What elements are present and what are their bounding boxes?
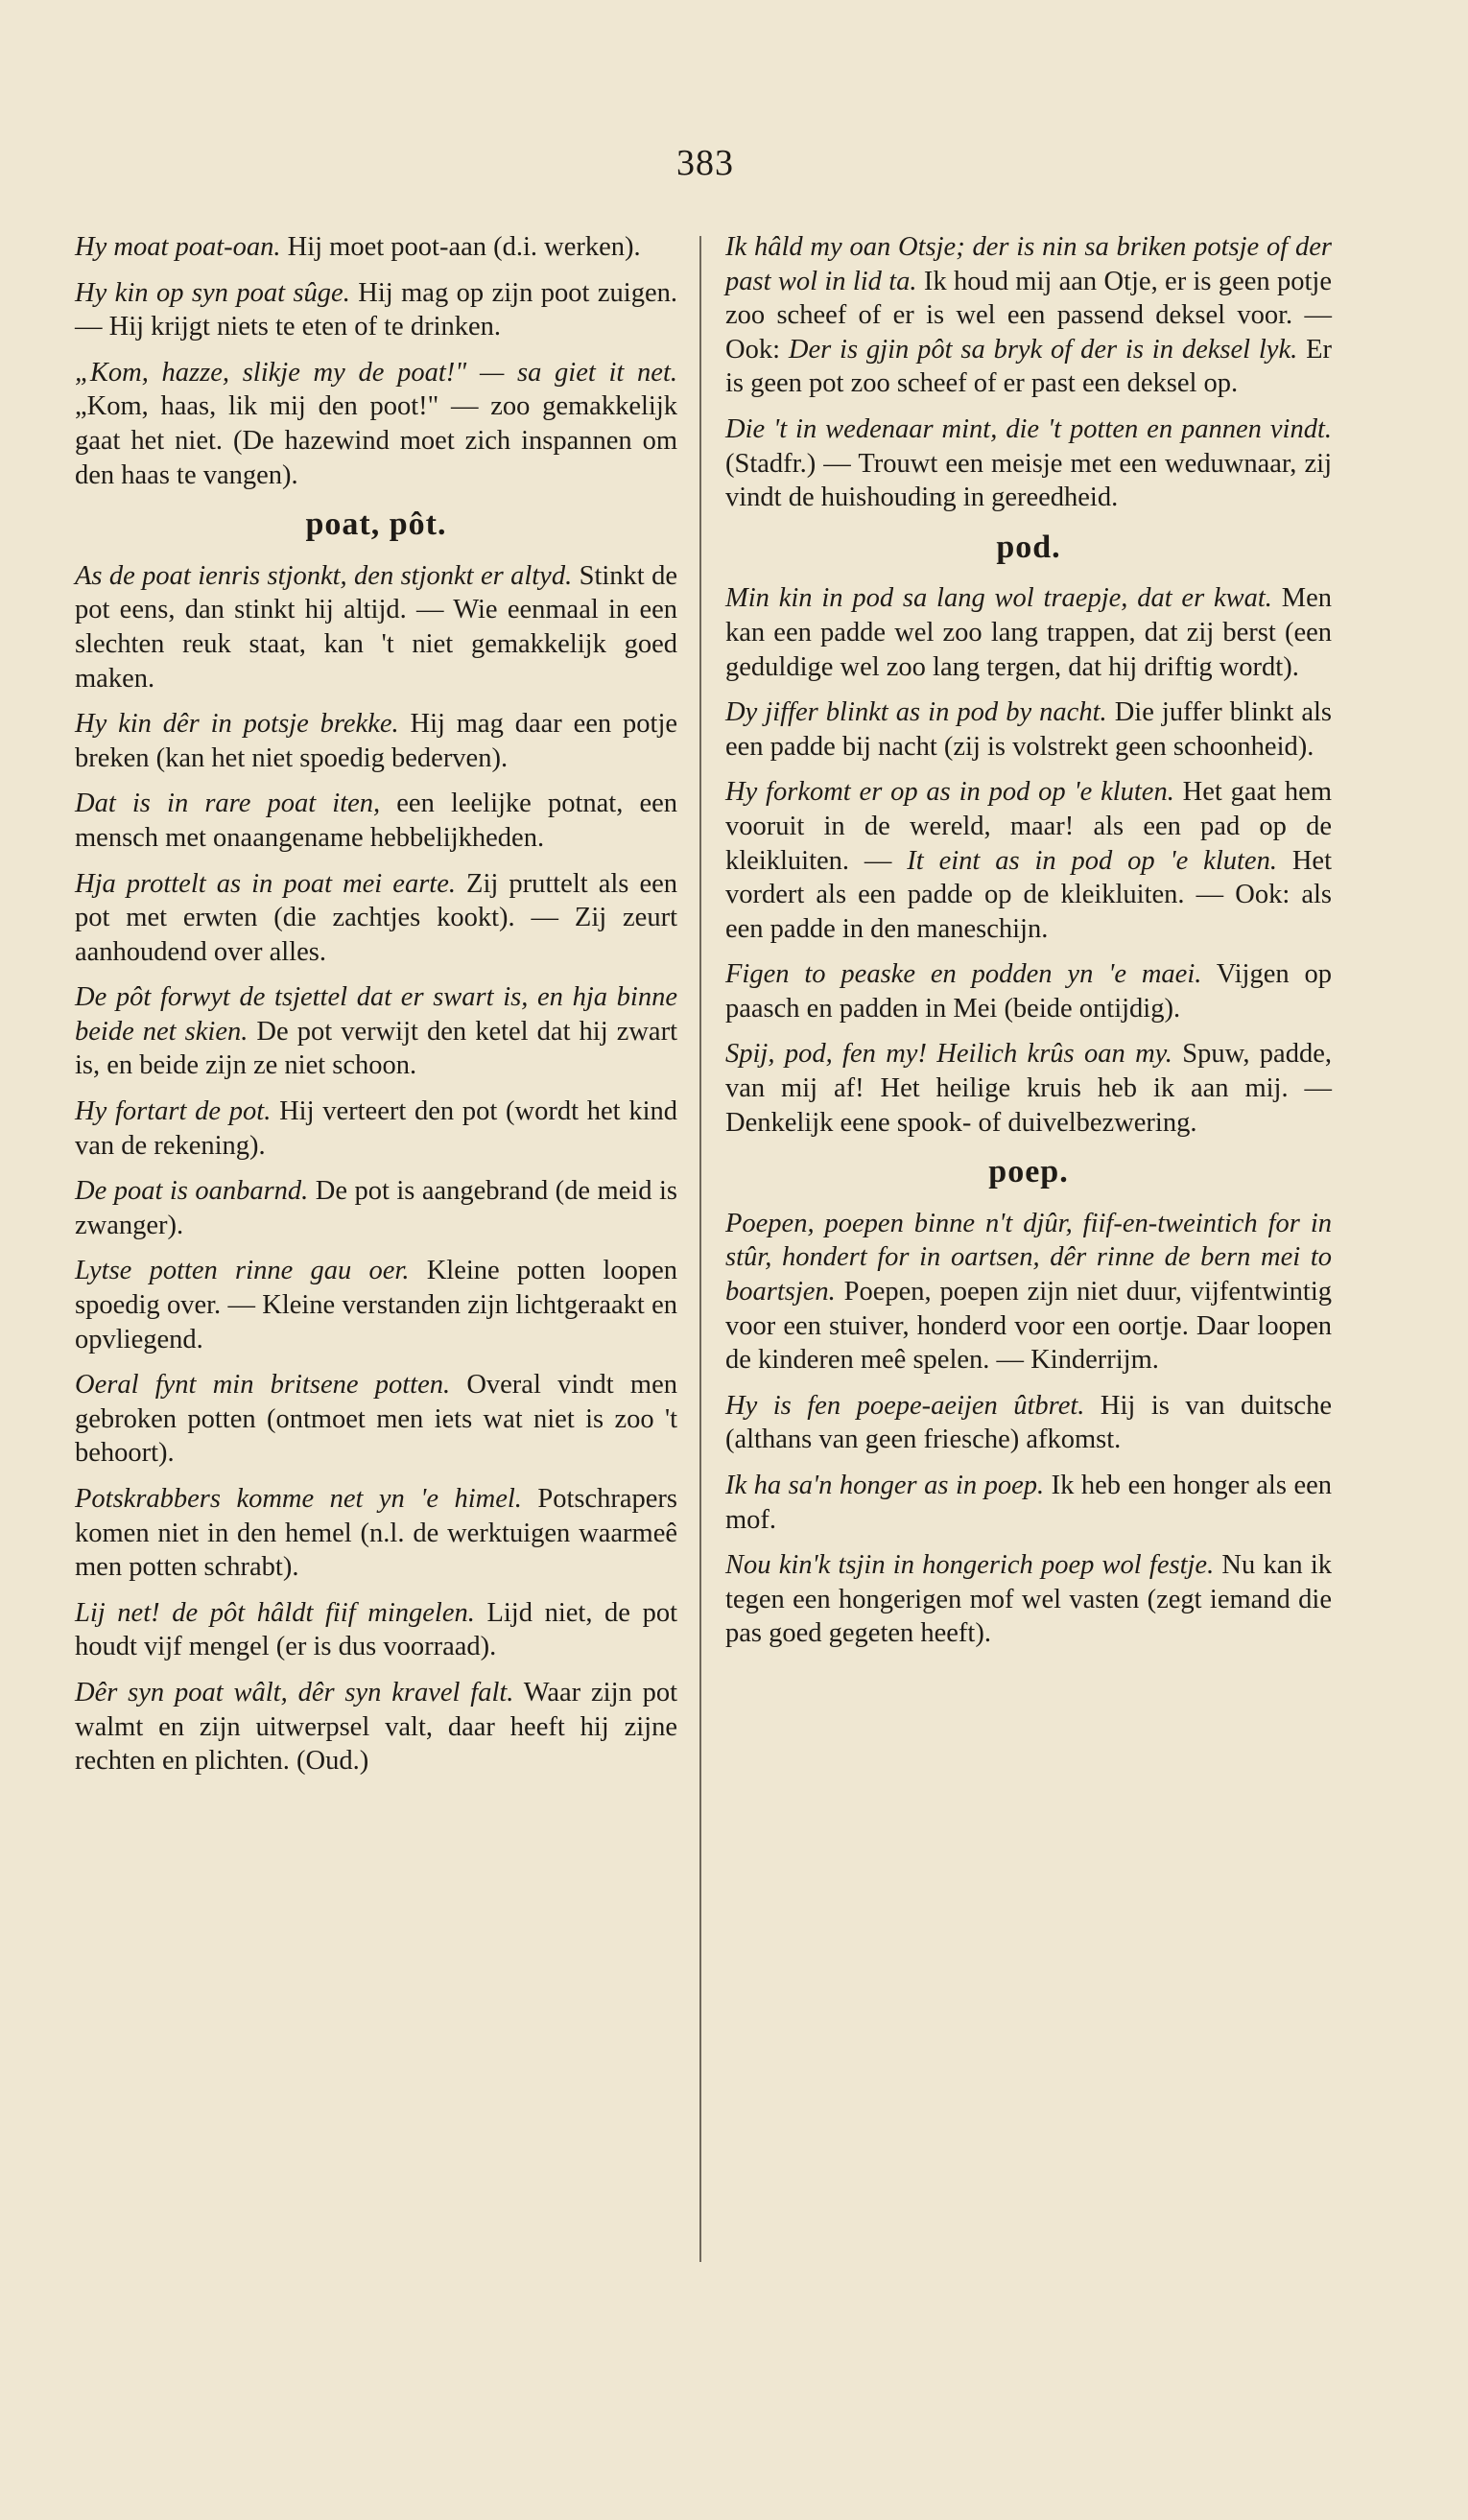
proverb-entry bbox=[725, 1469, 1332, 1537]
dutch-translation: Zij pruttelt als een pot met erwten (die zachtjes kookt). — Zij zeurt aanhoudend over alles. bbox=[75, 868, 677, 967]
dutch-translation: „Kom, haas, lik mij den poot!" — zoo gemakkelijk gaat het niet. (De hazewind moet zich inspannen om den haas te vangen). bbox=[75, 391, 677, 490]
frisian-proverb: Lytse potten rinne gau oer. bbox=[75, 1256, 410, 1286]
frisian-proverb: Spij, pod, fen my! Heilich krûs oan my. bbox=[725, 1039, 1172, 1070]
proverb-entry bbox=[75, 1095, 677, 1163]
frisian-proverb: Figen to peaske en podden yn 'e maei. bbox=[725, 959, 1202, 990]
proverb-entry bbox=[75, 1596, 677, 1664]
dutch-translation: Poepen, poepen zijn niet duur, vijfentwintig voor een stuiver, honderd voor een oortje. Daar loopen de kinderen meê spelen. — Kinderrijm. bbox=[725, 1277, 1332, 1376]
dutch-translation: Waar zijn pot walmt en zijn uitwerpsel valt, daar heeft hij zijne rechten en plichten. (Oud.) bbox=[75, 1677, 677, 1777]
dutch-translation: Hij moet poot-aan (d.i. werken). bbox=[280, 232, 641, 262]
proverb-entry bbox=[725, 1207, 1332, 1378]
page-number: 383 bbox=[676, 143, 734, 183]
proverb-entry bbox=[725, 412, 1332, 515]
frisian-proverb: Hy moat poat-oan. bbox=[75, 232, 281, 262]
frisian-proverb: Die 't in wedenaar mint, die 't potten en pannen vindt. bbox=[725, 413, 1332, 444]
dutch-translation: Vijgen op paasch en padden in Mei (beide ontijdig). bbox=[725, 959, 1333, 1024]
dutch-translation: De pot verwijt den ketel dat hij zwart is, en beide zijn ze niet schoon. bbox=[75, 1016, 677, 1081]
proverb-entry bbox=[75, 1254, 677, 1356]
dutch-translation: Overal vindt men gebroken potten (ontmoet men iets wat niet is zoo 't behoort). bbox=[75, 1370, 677, 1469]
left-column bbox=[75, 230, 677, 1790]
section-heading: pod. bbox=[996, 529, 1061, 565]
frisian-proverb: Dat is in rare poat iten, bbox=[75, 789, 381, 819]
proverb-entry bbox=[725, 695, 1332, 764]
frisian-proverb: Hy forkomt er op as in pod op 'e kluten. bbox=[725, 777, 1174, 808]
frisian-proverb: Hja prottelt as in poat mei earte. bbox=[75, 868, 456, 899]
dutch-translation: Potschrapers komen niet in den hemel (n.l. de werktuigen waarmeê men potten schrabt). bbox=[75, 1484, 677, 1583]
proverb-entry bbox=[75, 276, 677, 344]
frisian-proverb: Hy kin dêr in potsje brekke. bbox=[75, 709, 399, 740]
frisian-proverb: Ik ha sa'n honger as in poep. bbox=[725, 1471, 1045, 1500]
dutch-translation: Hij verteert den pot (wordt het kind van de rekening). bbox=[75, 1096, 677, 1161]
proverb-entry bbox=[725, 1037, 1332, 1140]
dutch-translation: Hij mag daar een potje breken (kan het niet spoedig bederven). bbox=[75, 709, 678, 773]
frisian-proverb: Potskrabbers komme net yn 'e himel. bbox=[75, 1484, 522, 1514]
proverb-entry bbox=[75, 230, 677, 265]
proverb-entry bbox=[75, 980, 677, 1083]
frisian-proverb: Hy fortart de pot. bbox=[75, 1096, 272, 1127]
column-divider bbox=[699, 236, 701, 2262]
dutch-translation: De pot is aangebrand (de meid is zwanger). bbox=[75, 1176, 677, 1240]
dutch-translation: Lijd niet, de pot houdt vijf mengel (er is dus voorraad). bbox=[75, 1597, 677, 1662]
frisian-proverb: As de poat ienris stjonkt, den stjonkt er altyd. bbox=[75, 560, 573, 591]
dutch-translation: Stinkt de pot eens, dan stinkt hij altijd. — Wie eenmaal in een slechten reuk staat, kan 't niet gemakkelijk goed maken. bbox=[75, 560, 677, 694]
right-column bbox=[725, 230, 1332, 1662]
proverb-entry bbox=[75, 867, 677, 970]
dutch-translation: een leelijke potnat, een mensch met onaangename hebbelijkheden. bbox=[75, 789, 677, 853]
frisian-proverb: Nou kin'k tsjin in hongerich poep wol festje. bbox=[725, 1550, 1215, 1581]
proverb-entry bbox=[725, 957, 1332, 1025]
frisian-proverb: Hy is fen poepe-aeijen ûtbret. bbox=[725, 1390, 1085, 1421]
frisian-proverb: „Kom, hazze, slikje my de poat!" — sa giet it net. bbox=[75, 357, 677, 388]
section-heading: poat, pôt. bbox=[305, 506, 447, 543]
frisian-proverb: De poat is oanbarnd. bbox=[75, 1176, 309, 1207]
frisian-proverb: Oeral fynt min britsene potten. bbox=[75, 1370, 451, 1401]
proverb-entry bbox=[725, 581, 1332, 684]
dutch-translation: Er is geen pot zoo scheef of er past een deksel op. bbox=[725, 334, 1332, 399]
frisian-proverb: De pôt forwyt de tsjettel dat er swart is, en hja binne beide net skien. bbox=[75, 982, 677, 1047]
frisian-proverb: It eint as in pod op 'e kluten. bbox=[907, 845, 1277, 876]
dutch-translation: Spuw, padde, van mij af! Het heilige kruis heb ik aan mij. — Denkelijk eene spook- of duivelbezwering. bbox=[725, 1039, 1332, 1138]
dutch-translation: Hij is van duitsche (althans van geen friesche) afkomst. bbox=[725, 1390, 1332, 1455]
proverb-entry bbox=[725, 1548, 1332, 1651]
dutch-translation: Men kan een padde wel zoo lang trappen, dat zij berst (een geduldige wel zoo lang tergen, dat hij driftig wordt). bbox=[725, 583, 1332, 682]
frisian-proverb: Dêr syn poat wâlt, dêr syn kravel falt. bbox=[75, 1677, 514, 1707]
frisian-proverb: Der is gjin pôt sa bryk of der is in deksel lyk. bbox=[788, 334, 1298, 365]
dutch-translation: Hij mag op zijn poot zuigen. — Hij krijgt niets te eten of te drinken. bbox=[75, 277, 678, 342]
proverb-entry bbox=[725, 775, 1332, 946]
dutch-translation: Ik houd mij aan Otje, er is geen potje zoo scheef of er is wel een passend deksel voor. — Ook: bbox=[725, 266, 1332, 365]
dutch-translation: Het vordert als een padde op de kleikluiten. — Ook: als een padde in den maneschijn. bbox=[725, 845, 1332, 944]
frisian-proverb: Poepen, poepen binne n't djûr, fiif-en-tweintich for in stûr, hondert for in oartsen, dêr rinne de bern mei to boartsjen. bbox=[725, 1208, 1332, 1307]
proverb-entry bbox=[75, 1676, 677, 1778]
frisian-proverb: Dy jiffer blinkt as in pod by nacht. bbox=[725, 697, 1107, 728]
proverb-entry bbox=[725, 230, 1332, 401]
frisian-proverb: Hy kin op syn poat sûge. bbox=[75, 277, 350, 308]
proverb-entry bbox=[725, 1389, 1332, 1457]
proverb-entry bbox=[75, 787, 677, 855]
proverb-entry bbox=[75, 1482, 677, 1585]
frisian-proverb: Ik hâld my oan Otsje; der is nin sa briken potsje of der past wol in lid ta. bbox=[725, 232, 1332, 296]
dutch-translation: Het gaat hem vooruit in de wereld, maar! als een pad op de kleikluiten. — bbox=[725, 777, 1332, 876]
proverb-entry bbox=[75, 356, 677, 492]
section-heading: poep. bbox=[988, 1154, 1069, 1190]
dutch-translation: Nu kan ik tegen een hongerigen mof wel vasten (zegt iemand die pas goed gegeten heeft). bbox=[725, 1550, 1332, 1649]
proverb-entry bbox=[75, 707, 677, 775]
dutch-translation: Kleine potten loopen spoedig over. — Kleine verstanden zijn lichtgeraakt en opvliegend. bbox=[75, 1256, 677, 1354]
proverb-entry bbox=[75, 1174, 677, 1242]
dutch-translation: Die juffer blinkt als een padde bij nacht (zij is volstrekt geen schoonheid). bbox=[725, 697, 1333, 762]
frisian-proverb: Lij net! de pôt hâldt fiif mingelen. bbox=[75, 1597, 475, 1628]
proverb-entry bbox=[75, 1368, 677, 1471]
dutch-translation: (Stadfr.) — Trouwt een meisje met een weduwnaar, zij vindt de huishouding in gereedheid. bbox=[725, 448, 1332, 513]
dutch-translation: Ik heb een honger als een mof. bbox=[725, 1471, 1332, 1535]
frisian-proverb: Min kin in pod sa lang wol traepje, dat er kwat. bbox=[725, 583, 1272, 614]
proverb-entry bbox=[75, 559, 677, 695]
